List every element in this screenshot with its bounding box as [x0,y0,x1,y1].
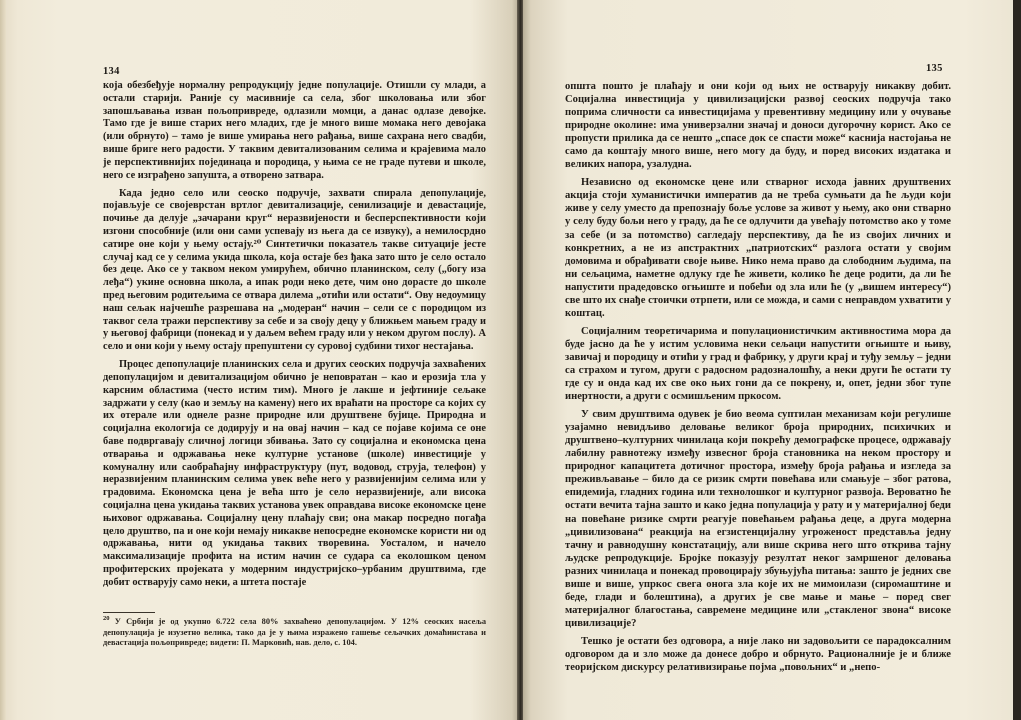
left-page-body [103,80,486,595]
paragraph: Процес депопулације планинских села и других сеоских подручја захваћених депопулацијом и девитализацијом обично је неповратан – као и ерозија тла у карсним областима (често истим тим). Много је лакше и јефтиније сељаке задржати у селу (као и земљу на камену) него их враћати на просторе са којих су их отерале или однеле разне природне или друштвене бујице. Природна и социјална екологија се додирују и на овај начин – кад се појаве којима се оне баве подвргавају сличној логици збивања. Зато су социјална и економска цена отварања и одржавања неке културне установе (школе) инвестиције у комуналну или саобраћајну инфраструктуру (пут, водовод, струја, телефон) у неразвијеним планинским селима увек веће него у развијенијим селима или у градовима. Економска цена је већа што је село неразвијеније, али висока социјална цена укидања таквих установа увек оправдава високе економске цене њиховог одржавања. Социјалну цену плаћају сви; она макар посредно погађа цело друштво, па и оне који немају никакве непосредне економске користи ни од одржавања, нити од укидања таквих творевина. Уосталом, и начело максимализације профита на истим начин се судара са еколошком ценом профитерских пројеката у модерним индустријско–урбаним друштвима, где добит остварују само неки, а штета постаје [103,359,486,588]
paragraph: Социјалним теоретичарима и популационистичким активностима мора да буде јасно да ће у истим условима неки сељаци напустити огњиште и њиву, завичај и породицу и отићи у град и фабрику, у други крај и туђу земљу – једни са страхом и тугом, други с радосном радозналошћу, а неки други ће остати ту где су и онда кад их све око њих гони да се покрену, и, опет, једни због тупе инертности, а други с осмишљеним пркосом. [565,325,951,403]
paragraph: У свим друштвима одувек је био веома суптилан механизам који регулише узајамно невидљиво деловање великог броја природних, психичких и друштвено–културних чинилаца који покрећу демографске процесе, одржавају лабилну равнотежу између извесног броја становника на неком простору и природног капацитета дотичног простора, између броја рађања и изгледа за преживљавање – било да се ризик смрти повећава или смањује – због ратова, епидемија, гладних година или технолошког и културног развоја. Вероватно ће остати вечита тајна зашто и како једна популација у рату и у материјалној беди на повећане ризике смрти реагује повећањем рађања деце, а друга модерна „цивилизована“ реакција на егзистенцијалну угроженост представља једну тачну и равнодушну констатацију, али више скрива него што открива тајну људске репродукције. Бројке показују резултат неког замршеног деловања разних чинилаца и понекад провоцирају збуњујућа питања: зашто је једних све више и више, упркос свега онога зла које их не мимоилази (сиромаштине и беде, глади и болештина), а других је све мање и мање – поред свег материјалног благостања, савремене медицине или „стакленог звона“ високе цивилизације? [565,409,951,629]
paragraph: Тешко је остати без одговора, а није лако ни задовољити се парадоксалним одговором да и зло може да донесе добро и обрнуто. Рационалније је и ближе теоријском дискурсу релативизирање појма „повољних“ и „непо- [565,635,951,674]
footnote-text: У Србији је од укупно 6.722 села 80% захваћено депопулацијом. У 12% сеоских насеља депопулација је изузетно велика, тако да је у њима изражено гашење сељачких домаћинстава и девастација пољопривреде; видети: П. Марковић, нав. дело, с. 104. [103,617,487,648]
scan-border [1013,0,1021,720]
paragraph: Када једно село или сеоско подручје, захвати спирала депопулације, појављује се својеврстан вртлог девитализације, сенилизације и девастације, почиње да делује „зачарани круг“ неразвијености и бесперспективности који изгони способније (или они сами успевају из њега да се извуку), а немилосрдно сатире оне који у њему остају.²⁰ Синтетички показатељ такве ситуације јесте случај кад се у селима укида школа, која остаје без ђака зато што је село остало без деце. Ако се у таквом неком умирућем, обично планинском, селу („богу иза леђа“) укине основна школа, а ипак роди неко дете, чим оно дорасте до школе пред његовим родитељима се отвара дилема „отићи или остати“. Ову недоумицу наш сељак најчешће разрешава на „модеран“ начин – сели се с породицом из таквог села тражи перспективу за себе и за своју децу у ближњем мањем граду и у његовој фабрици (понекад и у даљем већем граду или у неком другом послу). А село и они који у њему остају препуштени су суровој судбини тихог нестајања. [103,187,486,353]
right-page-body [565,80,951,679]
right-page [523,0,1021,720]
page-edge-shade [0,0,6,720]
page-number-left: 134 [103,66,120,77]
page-number-right: 135 [926,63,943,74]
paragraph: Независно од економске цене или стварног исхода јавних друштвених акција стоји хуманистички императив да не треба сумњати да ће људи који живе у селу уместо да препознају боље услове за живот у њему, ако они стварно у селу буду бољи него у граду, да ће се одлучити да увећају потомство ако у томе за себе (и за потомство) сагледају перспективу, да ће из својих личних и конкретних, а не из апстрактних „патриотских“ разлога остати у својим домовима и обрађивати своје њиве. Нико нема право да слободним људима, па ни сељацима, наметне одлуку где ће живети, колико ће деце родити, да ли ће напустити прадедовско огњиште и побећи од зла или ће (у „вишем интересу“) све што их снађе стоички отрпети, или се можда, и сами с неправдом ухватити у коштац. [565,177,951,319]
paragraph: општа пошто је плаћају и они који од њих не остварују никакву добит. Социјална инвестиција у цивилизацијски развој сеоских подручја тако поприма сличности са инвестицијама у превентивну медицину или у очување природне околине: има универзални значај и доноси дугорочну корист. Ако се пропусти прилика да се нешто „спасе док се спасти може“ каснија настојања не само да коштају много више, него могу да буду, и поред високих издатака и великих напора, узалудна. [565,81,951,171]
footnote [103,617,486,649]
footnote-divider [103,612,155,613]
footnote-number: 20 [103,615,110,623]
paragraph: која обезбеђује нормалну репродукцију једне популације. Отишли су млади, а остали старији. Раније су масивније са села, због школовања или због запошљавања изван пољопривреде, одлазили момци, а данас одлазе девојке. Тамо где је више старих него младих, где је много више момака него девојака (или обрнуто) – тамо је више умирања него рађања, више сахрана него свадби, више бриге него радости. У таквим девитализованим селима и крајевима мало је перспективнијих појединаца и породица, у њима се не граде путеви и школе, него се изграђено запушта, а отворено затвара. [103,80,486,181]
